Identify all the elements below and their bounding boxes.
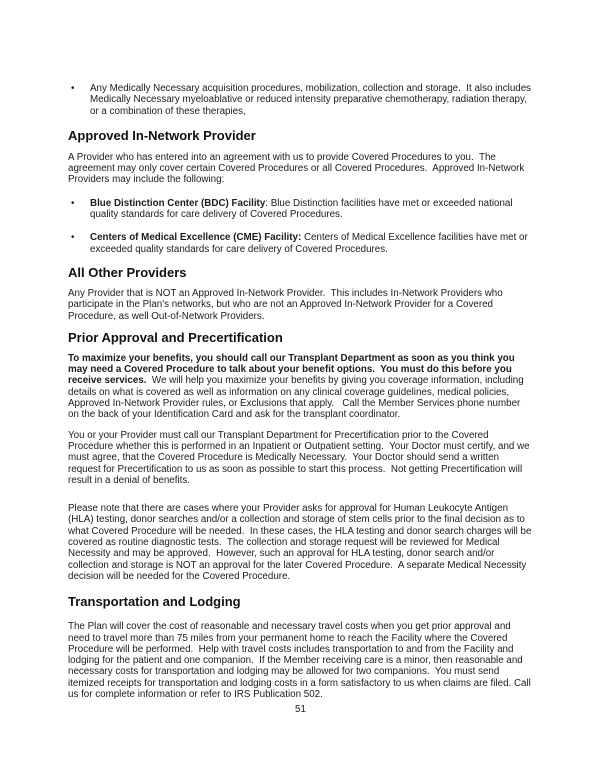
heading-transportation-and-lodging: Transportation and Lodging — [68, 594, 241, 610]
cme-facility-rest: Centers of Medical Excellence facilities have met or exceeded quality standards for care delivery of Covered Procedures. — [90, 232, 531, 255]
cme-facility-lead: Centers of Medical Excellence (CME) Facility: — [90, 232, 302, 244]
heading-approved-in-network-provider: Approved In-Network Provider — [68, 127, 256, 143]
list-item-cme-facility — [68, 232, 533, 255]
approved-provider-bullet-list-2 — [68, 232, 533, 255]
bullet-icon: • — [71, 83, 75, 94]
bdc-facility-rest: : Blue Distinction facilities have met or exceeded national quality standards for care delivery of Covered Procedures. — [90, 197, 516, 221]
approved-provider-bullet-list — [68, 198, 533, 221]
approved-provider-intro-paragraph: A Provider who has entered into an agreement with us to provide Covered Procedures to you. The agreement may only cover certain Covered Procedures or all Covered Procedures. Approved In-Network Providers may include the following: — [68, 151, 528, 186]
transportation-paragraph: The Plan will cover the cost of reasonable and necessary travel costs when you get prior approval and need to travel more than 75 miles from your permanent home to reach the Facility where the Covered Procedure will be performed. Help with travel costs includes transportation to and from the Facility and lodging for the patient and one companion. If the Member receiving care is a minor, then reasonable and necessary costs for transportation and lodging may be allowed for two companions. You must send itemized receipts for transportation and lodging costs in a form satisfactory to us when claims are filed. Call us for complete information or refer to IRS Publication 502. — [68, 621, 534, 700]
prior-approval-paragraph-1-rest: We will help you maximize your benefits by giving you coverage information, including details on what is covered as well as information on any clinical coverage guidelines, medical policies, Approved In-Network Provider rules, or Exclusions that apply. Call the Member Services phone number on the back of your Identification Card and ask for the transplant coordinator. — [68, 375, 527, 421]
bdc-facility-lead: Blue Distinction Center (BDC) Facility — [90, 197, 266, 209]
all-other-providers-paragraph: Any Provider that is NOT an Approved In-Network Provider. This includes In-Network Providers who participate in the Plan's networks, but who are not an Approved In-Network Provider for a Covered Procedure, as well Out-of-Network Providers. — [68, 287, 506, 322]
list-item — [68, 83, 533, 117]
intro-bullet-list — [68, 83, 533, 117]
prior-approval-bold-lead: To maximize your benefits, you should call our Transplant Department as soon as you think you may need a Covered Procedure to talk about your benefit options. You must do this before you receive services. — [68, 352, 518, 387]
intro-bullet-text: Any Medically Necessary acquisition procedures, mobilization, collection and storage. It also includes Medically Necessary myeloablative or reduced intensity preparative chemotherapy, radiation therapy, or a combination of these therapies, — [90, 83, 534, 117]
heading-all-other-providers: All Other Providers — [68, 264, 187, 280]
bullet-icon: • — [71, 232, 75, 244]
heading-prior-approval-and-precertification: Prior Approval and Precertification — [68, 329, 283, 345]
prior-approval-paragraph-3: Please note that there are cases where your Provider asks for approval for Human Leukocyte Antigen (HLA) testing, donor searches and/or a collection and storage of stem cells prior to the final decision as to what Covered Procedure will be needed. In these cases, the HLA testing and donor search charges will be covered as routine diagnostic tests. The collection and storage request will be reviewed for Medical Necessity and may be approved. However, such an approval for HLA testing, donor search and/or collection and storage is NOT an approval for the later Covered Procedure. A separate Medical Necessity decision will be needed for the Covered Procedure. — [68, 503, 535, 582]
cme-facility-text — [90, 232, 533, 255]
prior-approval-paragraph-1 — [68, 353, 533, 421]
page-number: 51 — [295, 704, 306, 716]
prior-approval-paragraph-2: You or your Provider must call our Transplant Department for Precertification prior to the Covered Procedure whether this is performed in an Inpatient or Outpatient setting. Your Doctor must certify, and we must agree, that the Covered Procedure is Medically Necessary. Your Doctor should send a written request for Precertification to us as soon as possible to start this process. Not getting Precertification will result in a denial of benefits. — [68, 429, 533, 486]
bullet-icon: • — [71, 197, 75, 209]
list-item-bdc-facility — [68, 198, 533, 221]
bdc-facility-text — [90, 198, 533, 221]
